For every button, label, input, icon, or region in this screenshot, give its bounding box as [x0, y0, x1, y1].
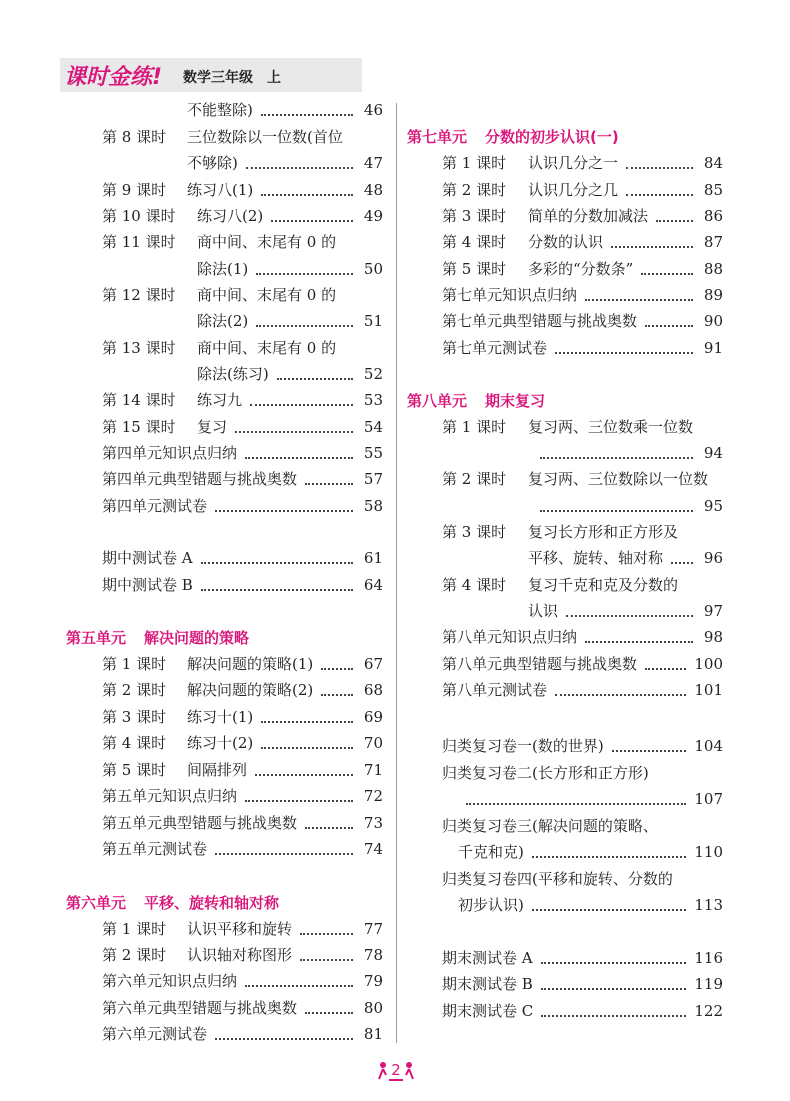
toc-entry: 第五单元典型错题与挑战奥数 73 [102, 814, 383, 832]
toc-entry: 期中测试卷 A 61 [102, 549, 383, 567]
toc-entry: 第七单元知识点归纳 89 [442, 286, 723, 304]
toc-entry: 第 1 课时 认识几分之一 84 [442, 154, 723, 172]
toc-entry-cont: 除法(2) 51 [197, 312, 383, 330]
toc-entry: 归类复习卷一(数的世界) 104 [442, 737, 723, 755]
toc-entry: 不能整除) 46 [187, 101, 383, 119]
toc-entry-cont: 94 [528, 441, 723, 465]
toc-entry: 第 8 课时 三位数除以一位数(首位 [102, 128, 343, 146]
toc-entry: 第四单元知识点归纳 55 [102, 444, 383, 462]
toc-entry: 第 5 课时 间隔排列 71 [102, 761, 383, 779]
unit-heading: 第五单元 解决问题的策略 [66, 629, 250, 647]
toc-entry: 归类复习卷三(解决问题的策略、 [442, 817, 658, 835]
toc-entry-cont: 除法(1) 50 [197, 260, 383, 278]
toc-entry: 第 4 课时 分数的认识 87 [442, 233, 723, 251]
toc-entry: 第八单元典型错题与挑战奥数 100 [442, 655, 723, 673]
toc-entry: 第七单元测试卷 91 [442, 339, 723, 357]
column-divider [396, 103, 397, 1043]
toc-entry: 第八单元知识点归纳 98 [442, 628, 723, 646]
toc-entry: 第六单元典型错题与挑战奥数 80 [102, 999, 383, 1017]
toc-entry: 归类复习卷四(平移和旋转、分数的 [442, 870, 673, 888]
toc-entry: 第五单元测试卷 74 [102, 840, 383, 858]
toc-entry: 第 15 课时 复习 54 [102, 418, 383, 436]
figure-right-icon [405, 1061, 415, 1081]
toc-entry: 第 1 课时 认识平移和旋转 77 [102, 920, 383, 938]
toc-entry: 第四单元典型错题与挑战奥数 57 [102, 470, 383, 488]
toc-entry-cont: 不够除) 47 [187, 154, 383, 172]
toc-entry: 第 11 课时 商中间、末尾有 0 的 [102, 233, 337, 251]
toc-entry: 第 13 课时 商中间、末尾有 0 的 [102, 339, 337, 357]
toc-entry: 第 9 课时 练习八(1) 48 [102, 181, 383, 199]
toc-entry-cont: 平移、旋转、轴对称 96 [528, 549, 723, 567]
toc-entry: 期末测试卷 A 116 [442, 949, 723, 967]
toc-entry: 第 2 课时 复习两、三位数除以一位数 [442, 470, 709, 488]
toc-entry: 第 4 课时 复习千克和克及分数的 [442, 576, 679, 594]
toc-entry: 第六单元测试卷 81 [102, 1025, 383, 1043]
toc-entry: 第 10 课时 练习八(2) 49 [102, 207, 383, 225]
toc-entry-cont: 95 [528, 494, 723, 518]
brand-logo: 课时金练! [64, 65, 163, 90]
toc-entry-cont: 初步认识) 113 [458, 896, 723, 914]
figure-left-icon [377, 1061, 387, 1081]
toc-entry: 第 5 课时 多彩的“分数条” 88 [442, 260, 723, 278]
toc-entry-cont: 除法(练习) 52 [197, 365, 383, 383]
toc-entry-cont: 千克和克) 110 [458, 843, 723, 861]
toc-entry: 第 3 课时 简单的分数加减法 86 [442, 207, 723, 225]
toc-entry: 第 4 课时 练习十(2) 70 [102, 734, 383, 752]
toc-entry: 第 3 课时 复习长方形和正方形及 [442, 523, 679, 541]
unit-heading: 第七单元 分数的初步认识(一) [407, 128, 619, 146]
toc-entry: 第 12 课时 商中间、末尾有 0 的 [102, 286, 337, 304]
toc-entry: 第七单元典型错题与挑战奥数 90 [442, 312, 723, 330]
book-subject: 数学三年级 上 [183, 70, 281, 86]
unit-heading: 第六单元 平移、旋转和轴对称 [66, 894, 280, 912]
toc-entry: 期末测试卷 B 119 [442, 975, 723, 993]
toc-entry-cont: 107 [458, 787, 723, 811]
toc-entry: 第 1 课时 解决问题的策略(1) 67 [102, 655, 383, 673]
toc-entry: 期中测试卷 B 64 [102, 576, 383, 594]
toc-entry: 第五单元知识点归纳 72 [102, 787, 383, 805]
toc-entry: 第 14 课时 练习九 53 [102, 391, 383, 409]
toc-entry-cont: 认识 97 [528, 602, 723, 620]
toc-entry: 第 3 课时 练习十(1) 69 [102, 708, 383, 726]
toc-entry: 第六单元知识点归纳 79 [102, 972, 383, 990]
toc-entry: 第 2 课时 解决问题的策略(2) 68 [102, 681, 383, 699]
toc-entry: 第 1 课时 复习两、三位数乘一位数 [442, 418, 694, 436]
page-number: 2 [391, 1061, 401, 1079]
toc-entry: 第 2 课时 认识几分之几 85 [442, 181, 723, 199]
page-number-footer [374, 1058, 418, 1084]
toc-entry: 第 2 课时 认识轴对称图形 78 [102, 946, 383, 964]
unit-heading: 第八单元 期末复习 [407, 392, 546, 410]
toc-entry: 期末测试卷 C 122 [442, 1002, 723, 1020]
toc-entry: 第四单元测试卷 58 [102, 497, 383, 515]
toc-entry: 归类复习卷二(长方形和正方形) [442, 764, 649, 782]
toc-entry: 第八单元测试卷 101 [442, 681, 723, 699]
